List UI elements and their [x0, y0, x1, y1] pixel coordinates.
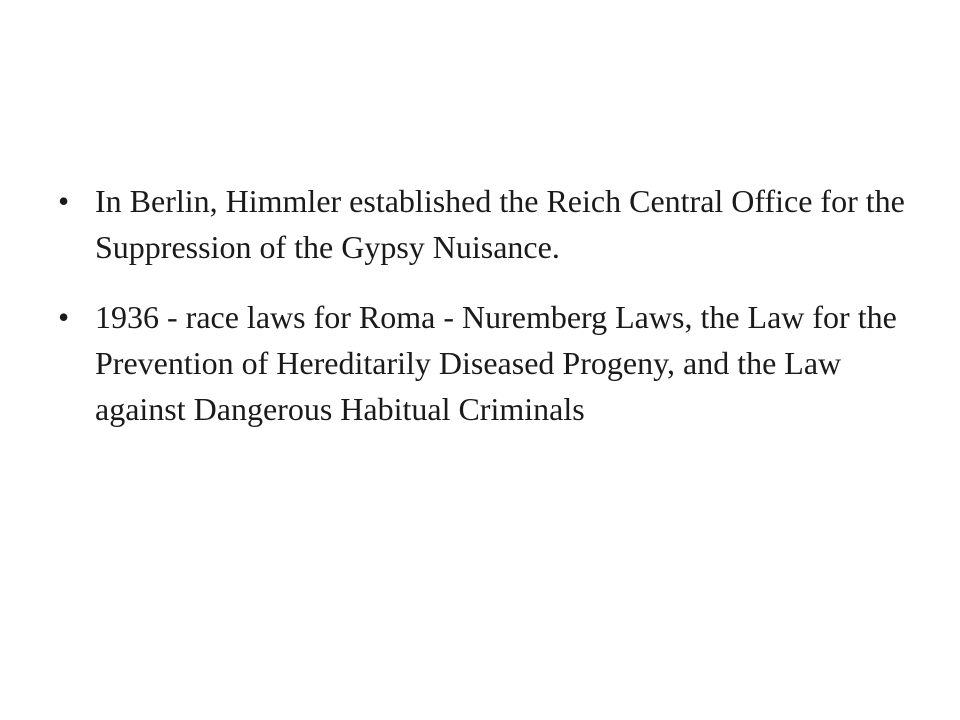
bullet-marker: • [58, 183, 70, 219]
bullet-list [58, 178, 908, 456]
bullet-item-race-laws [58, 294, 908, 432]
bullet-text: 1936 - race laws for Roma - Nuremberg Laws, the Law for the Prevention of Hereditarily Diseased Progeny, and the Law against Dangerous Habitual Criminals [95, 299, 897, 427]
bullet-text: In Berlin, Himmler established the Reich Central Office for the Suppression of the Gypsy Nuisance. [95, 183, 905, 265]
bullet-marker: • [58, 299, 70, 335]
bullet-item-berlin-office [58, 178, 908, 270]
